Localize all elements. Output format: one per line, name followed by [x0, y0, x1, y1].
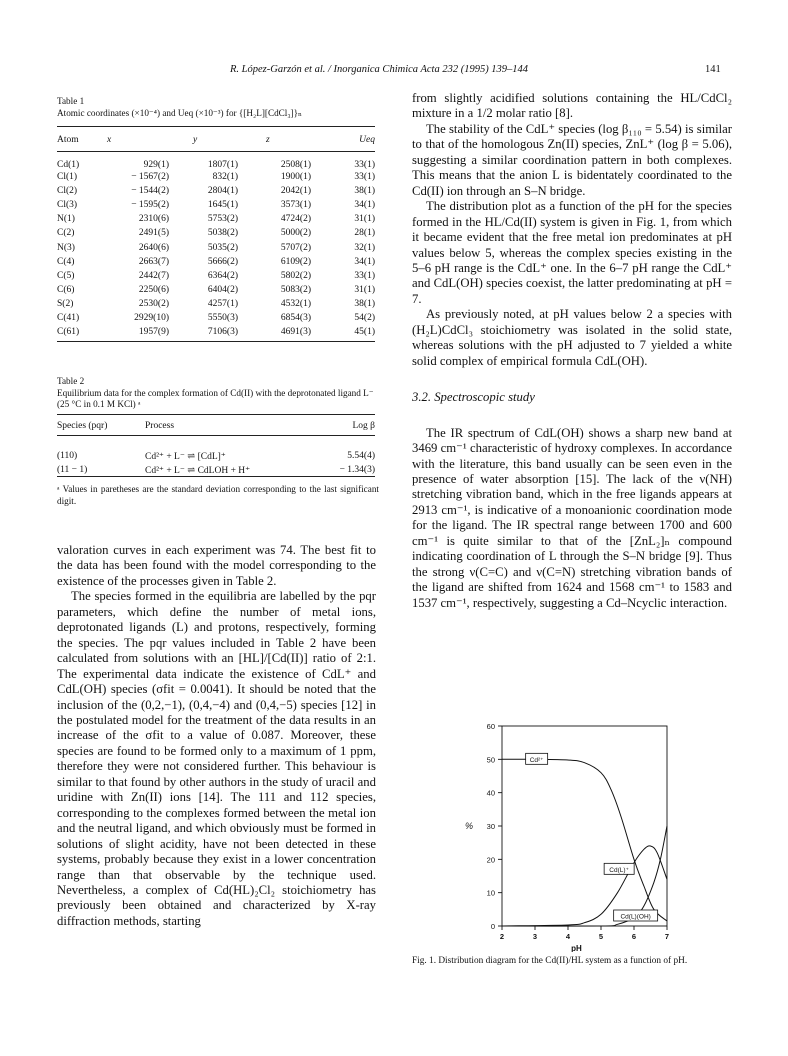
left-column [57, 543, 376, 929]
table1-cell: 31(1) [354, 284, 375, 295]
table1-cell: 4532(1) [280, 298, 311, 309]
table1-cell: 45(1) [354, 327, 375, 338]
table1-cell: 32(1) [354, 242, 375, 253]
y-tick-label: 10 [486, 888, 495, 898]
table1-cell: 33(1) [354, 172, 375, 183]
table2-header-species: Species (pqr) [57, 421, 108, 431]
x-tick-label: 5 [598, 932, 604, 941]
table2-cell: (11 − 1) [57, 465, 88, 476]
page-number: 141 [705, 64, 721, 75]
x-tick-label: 6 [631, 932, 637, 941]
table1-cell: 5083(2) [280, 284, 311, 295]
table1-cell: − 1544(2) [131, 186, 169, 197]
table1-cell: 2250(6) [138, 284, 169, 295]
running-header [0, 64, 788, 80]
x-axis-label: pH [571, 944, 582, 952]
table1-cell: C(6) [57, 284, 75, 295]
cd2-curve [502, 756, 667, 921]
right-paragraph-4: As previously noted, at pH values below 2 a species with (H₂L)CdCl₃ stoichiometry was isolated in the solid state, whereas solutions with the pH adjusted to 7 yielded a white solid complex of empirical formula CdL(OH). [412, 307, 732, 368]
y-tick-label: 30 [486, 822, 495, 831]
table2-cell: Cd²⁺ + L⁻ ⇌ CdLOH + H⁺ [145, 465, 251, 476]
y-tick-label: 40 [486, 788, 495, 798]
table-row [57, 325, 375, 339]
table1-header-z: z [266, 135, 270, 145]
table1-cell: 3573(1) [280, 200, 311, 211]
table1-cell: 2640(6) [138, 242, 169, 253]
table1-cell: 28(1) [354, 228, 375, 239]
x-tick-label: 4 [565, 932, 571, 941]
table1-cell: N(3) [57, 242, 75, 253]
table1-cell: C(41) [57, 312, 80, 323]
table1-cell: 2508(1) [280, 160, 311, 170]
table1-cell: 34(1) [354, 200, 375, 211]
table1-cell: 5707(2) [280, 242, 311, 253]
x-tick-label: 7 [664, 932, 670, 941]
table1-cell: 1645(1) [207, 200, 238, 211]
table1-cell: − 1595(2) [131, 200, 169, 211]
table1-cell: 7106(3) [207, 327, 238, 338]
running-head: R. López-Garzón et al. / Inorganica Chimica Acta 232 (1995) 139–144 [230, 64, 529, 75]
table1-header-rule [57, 151, 375, 152]
table2-footnote: ᵃ Values in paretheses are the standard deviation corresponding to the last significant digit. [57, 484, 379, 506]
x-tick-label: 2 [499, 932, 505, 941]
table1-cell: 38(1) [354, 298, 375, 309]
table1-cell: 31(1) [354, 214, 375, 225]
table-row [57, 212, 375, 226]
table1-cell: − 1567(2) [131, 172, 169, 183]
table1-header-atom: Atom [57, 135, 79, 145]
table1-cell: 5000(2) [280, 228, 311, 239]
y-tick-label: 0 [490, 922, 495, 931]
table1-caption-block [57, 96, 379, 119]
table1 [57, 130, 375, 339]
table1-cell: 6854(3) [280, 312, 311, 323]
table1-bottom-rule [57, 341, 375, 342]
right-paragraph-2: The stability of the CdL⁺ species (log β₁₁₀ = 5.54) is similar to that of the homologous Zn(II) species, ZnL⁺ (log β = 5.06), suggesting a similar coordination pattern in both complexes. This means that the anion L is bidentately coordinated to the Cd(II) ion through an S–N bridge. [412, 121, 732, 198]
table1-cell: 2310(6) [138, 214, 169, 225]
x-tick-label: 3 [532, 932, 538, 941]
table1-cell: 6404(2) [207, 284, 238, 295]
table2-header-logbeta: Log β [352, 421, 375, 431]
y-axis-label: % [464, 821, 474, 831]
table-row [57, 240, 375, 254]
table-row [57, 449, 375, 463]
table-row [57, 198, 375, 212]
table1-top-rule [57, 126, 375, 127]
table1-cell: 4257(1) [207, 298, 238, 309]
table1-cell: 5666(2) [207, 256, 238, 267]
section-title: 3.2. Spectroscopic study [412, 390, 535, 405]
table1-cell: Cl(3) [57, 200, 78, 211]
table-row [57, 269, 375, 283]
table-row [57, 226, 375, 240]
table1-cell: 2929(10) [134, 312, 169, 323]
table1-cell: C(61) [57, 327, 80, 338]
table2-cell: (110) [57, 451, 78, 462]
left-paragraph-1: valoration curves in each experiment was 74. The best fit to the data has been found with the model corresponding to the existence of the processes given in Table 2. [57, 543, 376, 588]
table-row [57, 255, 375, 269]
table1-cell: 1957(9) [138, 327, 169, 338]
table1-cell: C(2) [57, 228, 75, 239]
table1-cell: 6364(2) [207, 270, 238, 281]
table1-cell: C(4) [57, 256, 75, 267]
table2-header-process: Process [145, 421, 175, 431]
table2-header-rule [57, 435, 375, 436]
table1-cell: 5802(2) [280, 270, 311, 281]
table1-cell: 33(1) [354, 270, 375, 281]
table1-cell: 4724(2) [280, 214, 311, 225]
table-row [57, 283, 375, 297]
table2-cell: − 1.34(3) [339, 465, 375, 476]
table1-cell: N(1) [57, 214, 75, 225]
distribution-chart [455, 718, 685, 952]
table1-cell: 34(1) [354, 256, 375, 267]
table1-cell: 2804(1) [207, 186, 238, 197]
table1-cell: 5038(2) [207, 228, 238, 239]
table1-cell: 38(1) [354, 186, 375, 197]
table2-label: Table 2 [57, 376, 85, 386]
right-paragraph-1: from slightly acidified solutions containing the HL/CdCl₂ mixture in a 1/2 molar ratio [8]. [412, 91, 732, 121]
series-label: Cd(L)⁺ [609, 866, 629, 874]
table2-bottom-rule [57, 476, 375, 477]
table1-cell: 2042(1) [280, 186, 311, 197]
right-paragraph-3: The distribution plot as a function of the pH for the species formed in the HL/Cd(II) system is given in Fig. 1, from which it became evident that the free metal ion predominates at pH values below 5, whereas the complex species existing in the 5–6 pH range is the CdL⁺ one. In the 6–7 pH range the CdL⁺ and CdL(OH) species coexist, the latter predominating at pH = 7. [412, 199, 732, 306]
y-tick-label: 50 [486, 755, 495, 765]
table1-label: Table 1 [57, 96, 85, 106]
table-row [57, 184, 375, 198]
table1-cell: 33(1) [354, 160, 375, 170]
table1-cell: Cl(2) [57, 186, 78, 197]
left-paragraph-2: The species formed in the equilibria are labelled by the pqr parameters, which define the number of metal ions, deprotonated ligands (L) and protons, respectively, forming the species. The pqr values included in Table 2 have been calculated from solutions with an [HL]/[Cd(II)] ratio of 2:1. The experimental data indicate the existence of CdL⁺ and CdL(OH) species (σfit = 0.0041). It should be noted that the inclusion of the (0,2,−1), (0,4,−4) and (0,4,−5) species [12] in the postulated model for the treatment of the data results in an increase of the σfit to a value of 0.087. Moreover, these species are found to be formed only to a maximum of 1 ppm, therefore they were not considered further. This behaviour is similar to that found by other authors in the study of uracil and uridine with Zn(II) ions [14]. The 111 and 112 species, corresponding to the complexes formed between the metal ion and the neutral ligand, and which obviously must be formed in solutions of slight acidity, have not been detected in these systems, probably because they exist in a lower concentration range than that observable by the technique used. Nevertheless, a complex of Cd(HL)₂Cl₂ stoichiometry has previously been obtained and characterized by X-ray diffraction methods, starting [57, 589, 376, 928]
table1-caption: Atomic coordinates (×10⁻⁴) and Ueq (×10⁻³) for {[H₂L][CdCl₃]}ₙ [57, 107, 302, 118]
table-row [57, 150, 375, 170]
table1-cell: 5550(3) [207, 312, 238, 323]
table1-cell: C(5) [57, 270, 75, 281]
y-tick-label: 60 [486, 722, 495, 731]
table-row [57, 311, 375, 325]
table1-cell: 5035(2) [207, 242, 238, 253]
table1-header-y: y [193, 135, 198, 145]
table2 [57, 417, 375, 477]
series-label: Cd²⁺ [529, 756, 544, 764]
table1-cell: 2663(7) [138, 256, 169, 267]
table1-cell: 54(2) [354, 312, 375, 323]
right-paragraph-5: The IR spectrum of CdL(OH) shows a sharp new band at 3469 cm⁻¹ characteristic of hydroxy complexes. In accordance with the literature, this band usually can be seen even in the presence of water absorption [15]. The lack of the ν(NH) stretching vibration band, which in the free ligands appears at 2913 cm⁻¹, is indicative of a monoanionic coordination mode for the ligand. The IR spectral range between 1700 and 600 cm⁻¹ is quite similar to that of the [ZnL₂]ₙ compound indicating coordination of L through the S–N bridge [9]. Thus the strong ν(C=C) and ν(C=N) stretching vibration bands of the ligand are shifted from 1624 and 1568 cm⁻¹ to 1583 and 1537 cm⁻¹, respectively, suggesting a Cd–Ncyclic interaction. [412, 425, 732, 610]
table2-top-rule [57, 414, 375, 415]
table1-cell: 832(1) [212, 172, 238, 183]
table1-cell: 1900(1) [280, 172, 311, 183]
table2-cell: 5.54(4) [347, 451, 375, 462]
table2-cell: Cd²⁺ + L⁻ ⇌ [CdL]⁺ [145, 451, 226, 462]
series-label: Cd(L)(OH) [620, 913, 651, 921]
y-tick-label: 20 [486, 855, 495, 865]
table1-cell: 929(1) [143, 160, 169, 170]
table-row [57, 297, 375, 311]
table2-caption: Equilibrium data for the complex formation of Cd(II) with the deprotonated ligand L⁻ (25 °C in 0.1 M KCl) ᵃ [57, 387, 374, 409]
table1-header-x: x [107, 135, 112, 145]
figure1-caption: Fig. 1. Distribution diagram for the Cd(II)/HL system as a function of pH. [412, 956, 688, 966]
table1-cell: 1807(1) [207, 160, 238, 170]
table-row [57, 170, 375, 184]
table1-header-ueq: Ueq [359, 135, 375, 145]
table1-cell: 2442(7) [138, 270, 169, 281]
table1-cell: 5753(2) [207, 214, 238, 225]
table1-cell: S(2) [57, 298, 74, 309]
table1-cell: 6109(2) [280, 256, 311, 267]
table1-cell: Cl(1) [57, 172, 78, 183]
table1-cell: 4691(3) [280, 327, 311, 338]
table1-cell: 2530(2) [138, 298, 169, 309]
right-column [412, 91, 732, 611]
table1-cell: Cd(1) [57, 160, 80, 170]
table1-cell: 2491(5) [138, 228, 169, 239]
table2-caption-block [57, 376, 379, 411]
